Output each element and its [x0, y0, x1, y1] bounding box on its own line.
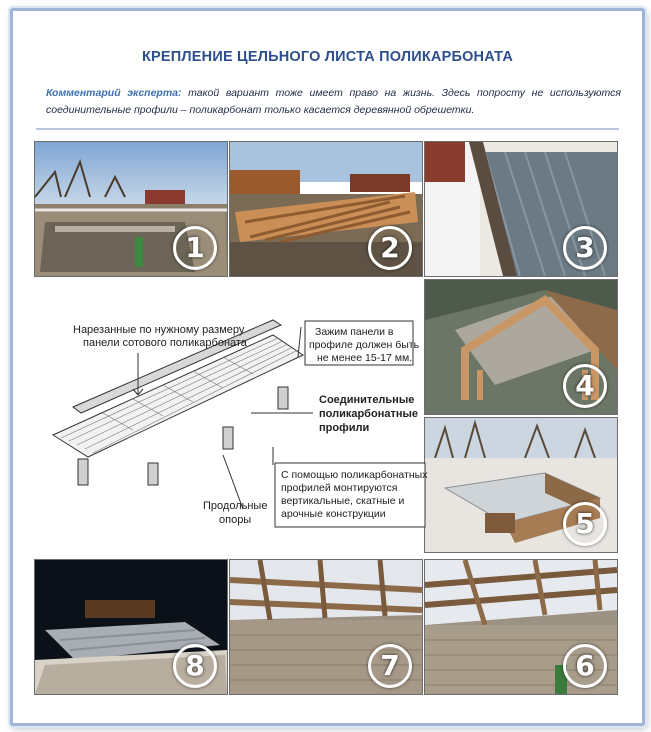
photo-5 — [424, 417, 618, 553]
article-frame — [10, 8, 645, 726]
photo-4 — [424, 279, 618, 415]
label-profiles-line1: Соединительные — [319, 394, 415, 406]
label-mount-line3: вертикальные, скатные и — [281, 495, 405, 507]
photo-5-number: 5 — [563, 502, 607, 546]
photo-3-number: 3 — [563, 226, 607, 270]
photo-7-number: 7 — [368, 644, 412, 688]
photo-1-number: 1 — [173, 226, 217, 270]
photo-3 — [424, 141, 618, 277]
label-supports-line1: Продольные — [203, 500, 268, 512]
label-clamp-line1: Зажим панели в — [315, 326, 394, 338]
label-supports-line2: опоры — [219, 514, 252, 526]
label-mount-line4: арочные конструкции — [281, 508, 386, 520]
label-profiles-line3: профили — [319, 422, 370, 434]
photo-2-number: 2 — [368, 226, 412, 270]
separator-line — [36, 128, 619, 130]
photo-8-number: 8 — [173, 644, 217, 688]
expert-comment — [46, 85, 621, 119]
label-mount-line1: С помощью поликарбонатных — [281, 469, 428, 481]
label-mount-line2: профилей монтируются — [281, 482, 398, 494]
diagram-svg — [43, 295, 429, 557]
label-panels-line2: панели сотового поликарбоната — [83, 337, 247, 349]
comment-lead: Комментарий эксперта: — [46, 87, 182, 99]
polycarbonate-diagram — [43, 295, 429, 557]
label-profiles-line2: поликарбонатные — [319, 408, 418, 420]
label-clamp-line2: профиле должен быть — [309, 339, 420, 351]
photo-6 — [424, 559, 618, 695]
photo-4-number: 4 — [563, 364, 607, 408]
photo-1 — [34, 141, 228, 277]
label-panels-line1: Нарезанные по нужному размеру — [73, 324, 245, 336]
photo-8 — [34, 559, 228, 695]
article-title: КРЕПЛЕНИЕ ЦЕЛЬНОГО ЛИСТА ПОЛИКАРБОНАТА — [141, 49, 513, 65]
label-clamp-line3: не менее 15-17 мм. — [317, 352, 413, 364]
photo-2 — [229, 141, 423, 277]
photo-7 — [229, 559, 423, 695]
photo-6-number: 6 — [563, 644, 607, 688]
comment-text: такой вариант тоже имеет право на жизнь. Здесь попросту не используются соединительные профили – поликарбонат только касается деревянной обрешетки. — [46, 87, 621, 116]
